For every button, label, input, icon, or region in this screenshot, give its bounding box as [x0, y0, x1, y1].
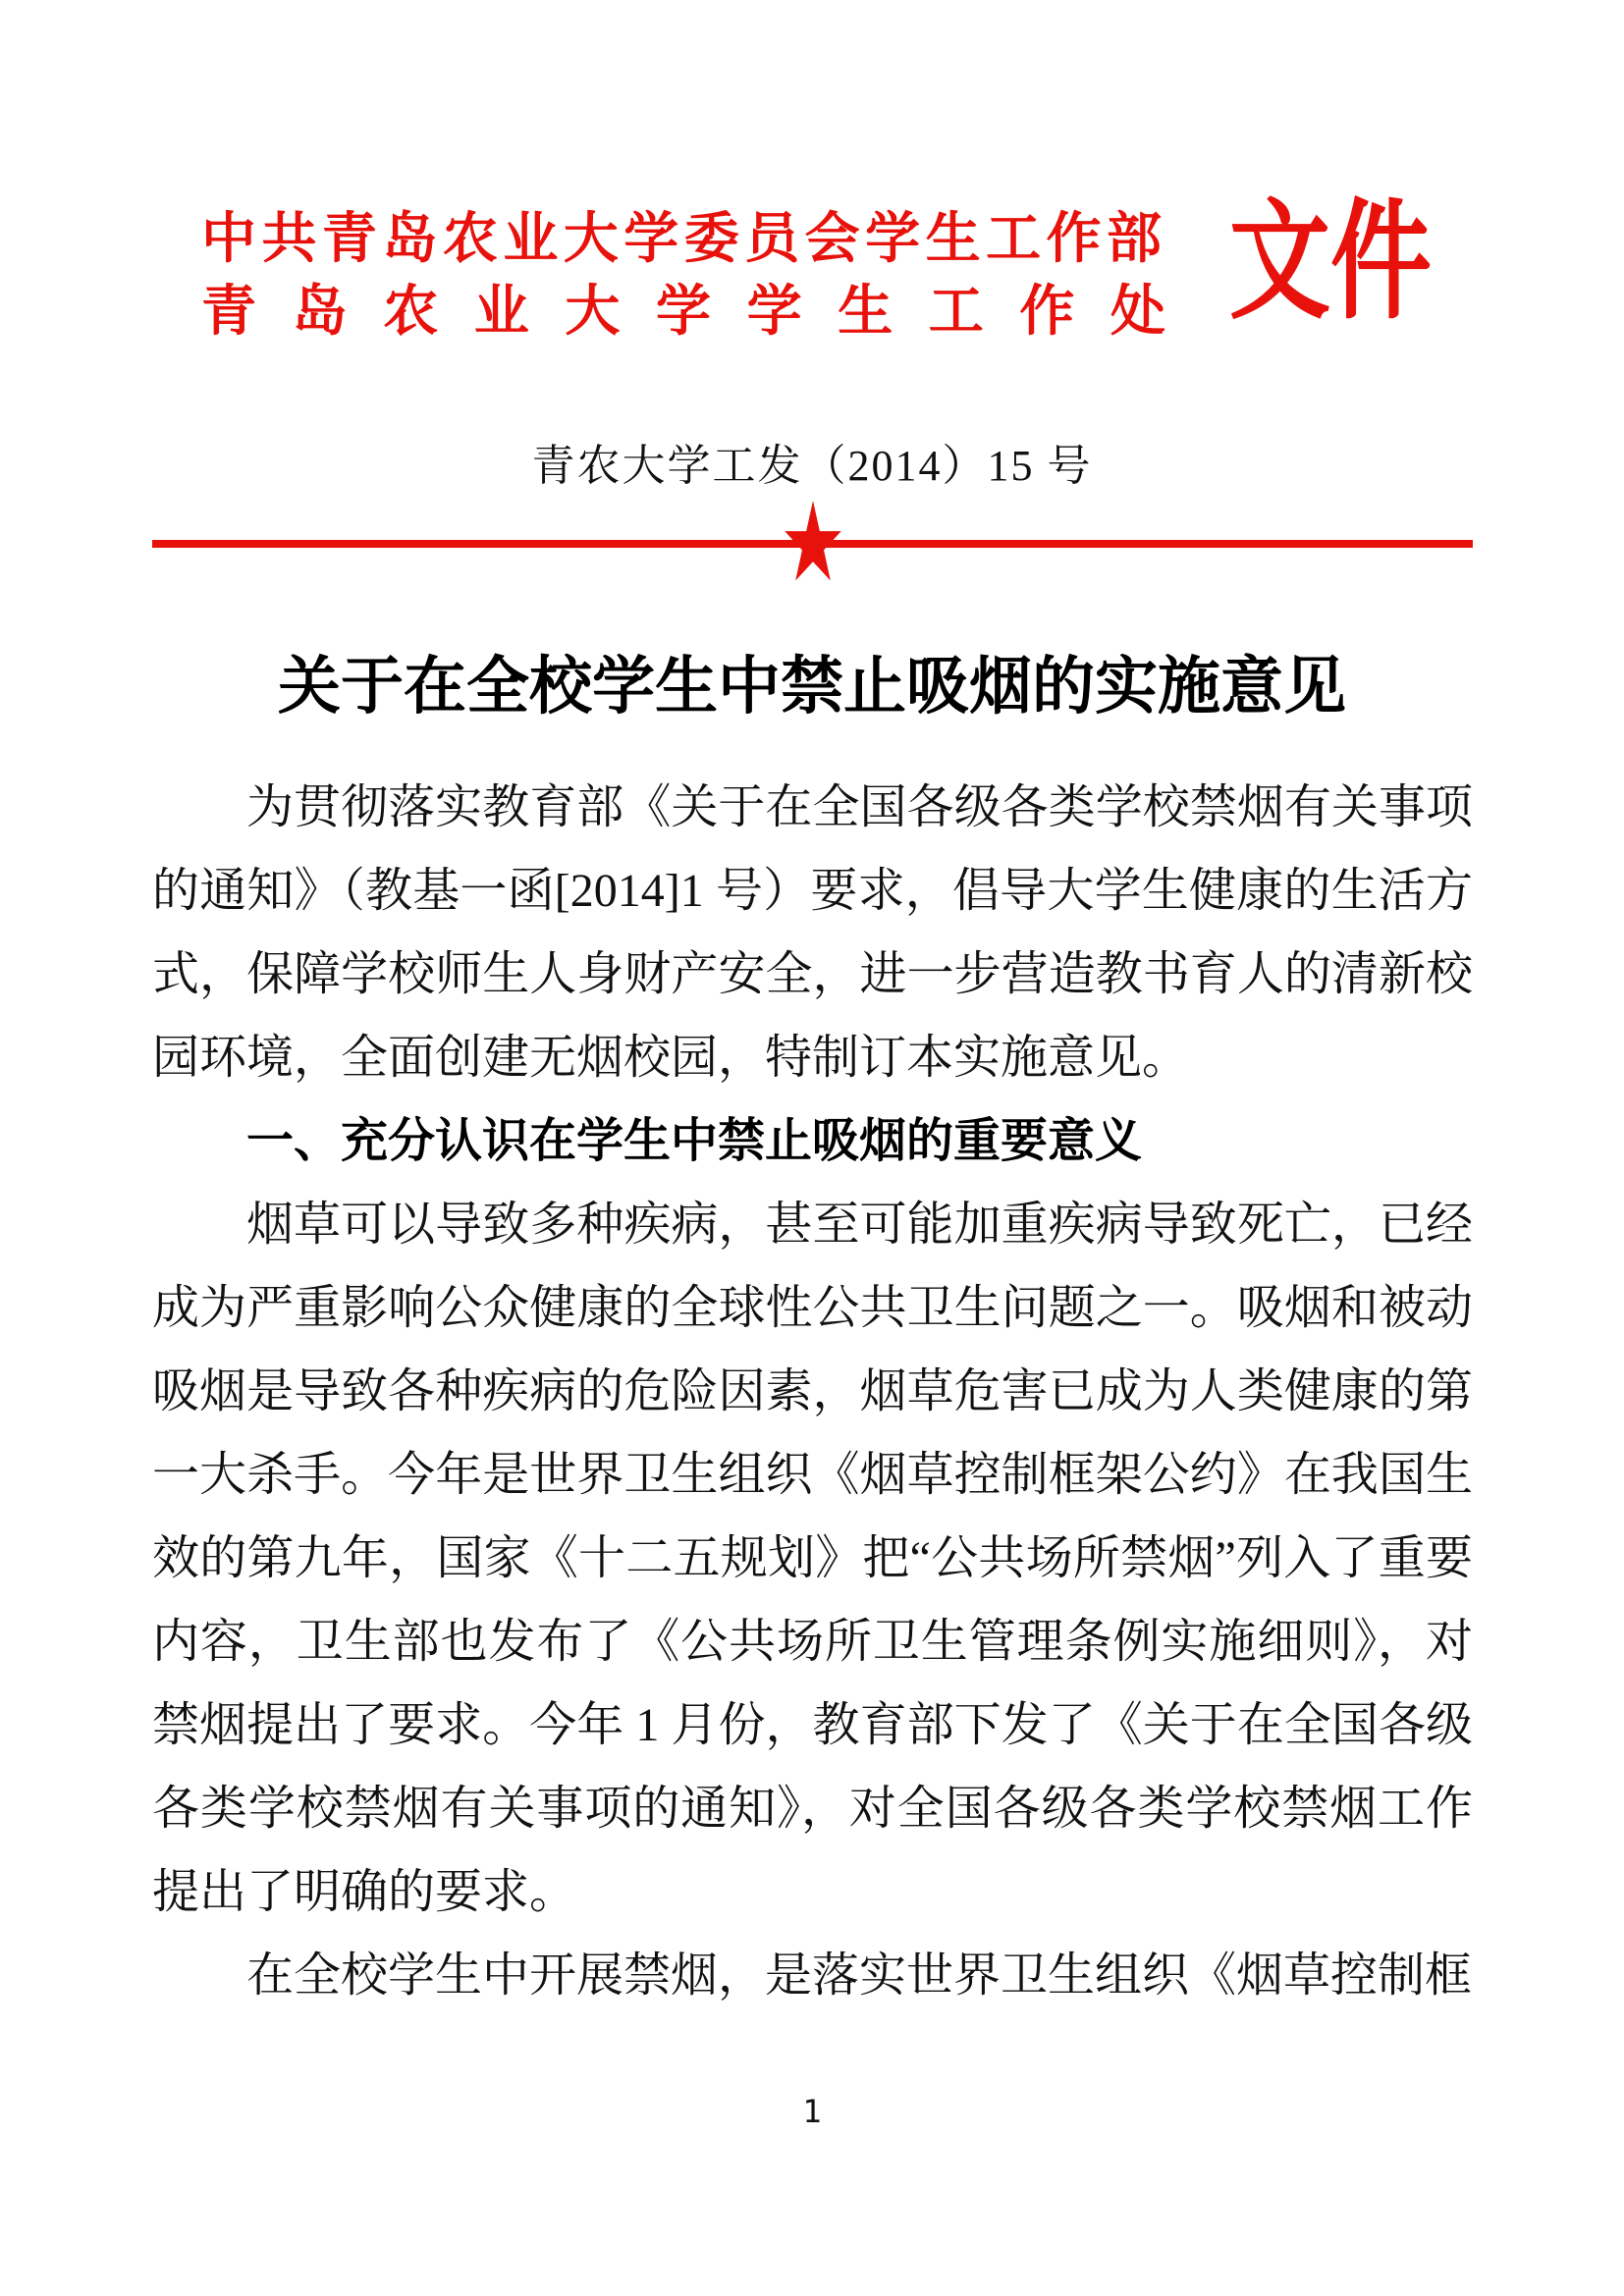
- document-body: [152, 766, 1473, 2017]
- red-divider-rule: [152, 477, 1473, 607]
- paragraph-intro: 为贯彻落实教育部《关于在全国各级各类学校禁烟有关事项的通知》（教基一函[2014]1 号）要求，倡导大学生健康的生活方式，保障学校师生人身财产安全，进一步营造教书育人的清新校园环境，全面创建无烟校园，特制订本实施意见。: [152, 781, 1473, 1084]
- letterhead-org-line2: 青 岛 农 业 大 学 学 生 工 作 处: [201, 280, 1165, 342]
- paragraph-significance: 烟草可以导致多种疾病，甚至可能加重疾病导致死亡，已经成为严重影响公众健康的全球性公共卫生问题之一。吸烟和被动吸烟是导致各种疾病的危险因素，烟草危害已成为人类健康的第一大杀手。今年是世界卫生组织《烟草控制框架公约》在我国生效的第九年，国家《十二五规划》把“公共场所禁烟”列入了重要内容，卫生部也发布了《公共场所卫生管理条例实施细则》，对禁烟提出了要求。今年 1 月份，教育部下发了《关于在全国各级各类学校禁烟有关事项的通知》，对全国各级各类学校禁烟工作提出了明确的要求。: [152, 1199, 1473, 1918]
- document-number: 青农大学工发（2014）15 号: [531, 442, 1093, 490]
- section-heading-1: 一、充分认识在学生中禁止吸烟的重要意义: [246, 1115, 1143, 1167]
- page-number: 1: [802, 2093, 822, 2130]
- letterhead-file-label: 文件: [1229, 190, 1432, 335]
- document-title: 关于在全校学生中禁止吸烟的实施意见: [278, 651, 1346, 721]
- letterhead-org-line1: 中共青岛农业大学委员会学生工作部: [201, 207, 1165, 269]
- red-star-icon: ★: [779, 477, 846, 607]
- paragraph-campus-ban: 在全校学生中开展禁烟，是落实世界卫生组织《烟草控制框: [246, 1949, 1473, 2002]
- letterhead: [201, 208, 1165, 342]
